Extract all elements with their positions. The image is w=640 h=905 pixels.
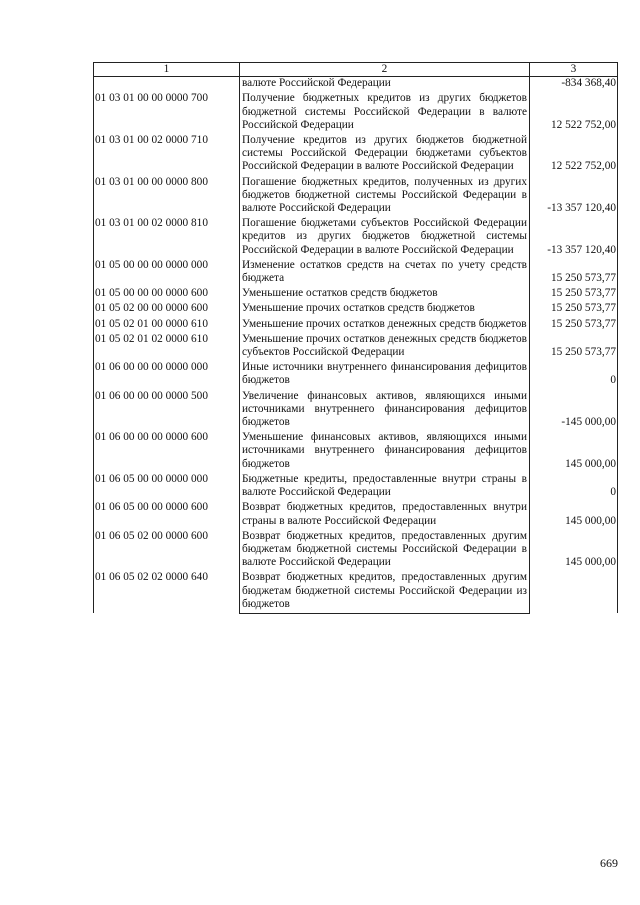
amount-cell: 145 000,00 [530, 530, 618, 572]
amount-cell: 15 250 573,77 [530, 318, 618, 333]
source-name-cell: Погашение бюджетных кредитов, полученных из других бюджетов бюджетной системы Российской Федерации в валюте Российской Федерации [240, 176, 530, 218]
budget-code-cell: 01 06 00 00 00 0000 000 [94, 361, 240, 389]
amount-cell [530, 571, 618, 613]
amount-cell: 0 [530, 473, 618, 501]
source-name-cell: валюте Российской Федерации [240, 77, 530, 93]
table-row [94, 92, 618, 134]
source-name-cell: Увеличение финансовых активов, являющихся иными источниками внутреннего финансирования дефицитов бюджетов [240, 390, 530, 432]
table-row [94, 431, 618, 473]
table-row [94, 473, 618, 501]
budget-code-cell: 01 05 02 00 00 0000 600 [94, 302, 240, 317]
budget-code-cell: 01 06 00 00 00 0000 600 [94, 431, 240, 473]
table-row [94, 134, 618, 176]
budget-table-container [93, 62, 617, 614]
budget-code-cell [94, 77, 240, 93]
amount-cell: 15 250 573,77 [530, 287, 618, 302]
budget-sources-table [93, 62, 618, 614]
budget-code-cell: 01 06 05 00 00 0000 000 [94, 473, 240, 501]
header-col-2: 2 [240, 63, 530, 77]
budget-code-cell: 01 03 01 00 00 0000 700 [94, 92, 240, 134]
amount-cell: 15 250 573,77 [530, 259, 618, 287]
table-row [94, 176, 618, 218]
table-row [94, 501, 618, 529]
table-row [94, 361, 618, 389]
budget-code-cell: 01 06 05 02 02 0000 640 [94, 571, 240, 613]
budget-code-cell: 01 03 01 00 02 0000 810 [94, 217, 240, 259]
table-header-row [94, 63, 618, 77]
table-row [94, 530, 618, 572]
source-name-cell: Иные источники внутреннего финансирования дефицитов бюджетов [240, 361, 530, 389]
budget-code-cell: 01 06 00 00 00 0000 500 [94, 390, 240, 432]
budget-code-cell: 01 05 02 01 00 0000 610 [94, 318, 240, 333]
table-row [94, 333, 618, 361]
amount-cell: -13 357 120,40 [530, 176, 618, 218]
budget-code-cell: 01 05 00 00 00 0000 600 [94, 287, 240, 302]
amount-cell: 12 522 752,00 [530, 92, 618, 134]
source-name-cell: Уменьшение прочих остатков денежных средств бюджетов [240, 318, 530, 333]
amount-cell: -834 368,40 [530, 77, 618, 93]
source-name-cell: Возврат бюджетных кредитов, предоставленных внутри страны в валюте Российской Федерации [240, 501, 530, 529]
source-name-cell: Уменьшение прочих остатков средств бюджетов [240, 302, 530, 317]
budget-code-cell: 01 05 00 00 00 0000 000 [94, 259, 240, 287]
table-row [94, 302, 618, 317]
budget-code-cell: 01 05 02 01 02 0000 610 [94, 333, 240, 361]
source-name-cell: Уменьшение остатков средств бюджетов [240, 287, 530, 302]
source-name-cell: Получение бюджетных кредитов из других бюджетов бюджетной системы Российской Федерации в валюте Российской Федерации [240, 92, 530, 134]
amount-cell: 15 250 573,77 [530, 302, 618, 317]
source-name-cell: Возврат бюджетных кредитов, предоставленных другим бюджетам бюджетной системы Российской Федерации из бюджетов [240, 571, 530, 613]
source-name-cell: Погашение бюджетами субъектов Российской Федерации кредитов из других бюджетов бюджетной системы Российской Федерации в валюте Российской Федерации [240, 217, 530, 259]
source-name-cell: Уменьшение прочих остатков денежных средств бюджетов субъектов Российской Федерации [240, 333, 530, 361]
amount-cell: 0 [530, 361, 618, 389]
budget-code-cell: 01 06 05 02 00 0000 600 [94, 530, 240, 572]
amount-cell: 15 250 573,77 [530, 333, 618, 361]
table-row [94, 259, 618, 287]
source-name-cell: Изменение остатков средств на счетах по учету средств бюджета [240, 259, 530, 287]
budget-code-cell: 01 03 01 00 02 0000 710 [94, 134, 240, 176]
table-row [94, 318, 618, 333]
amount-cell: -13 357 120,40 [530, 217, 618, 259]
table-row [94, 217, 618, 259]
amount-cell: -145 000,00 [530, 390, 618, 432]
source-name-cell: Уменьшение финансовых активов, являющихся иными источниками внутреннего финансирования дефицитов бюджетов [240, 431, 530, 473]
table-row [94, 571, 618, 613]
amount-cell: 145 000,00 [530, 501, 618, 529]
page-number: 669 [600, 856, 618, 870]
amount-cell: 145 000,00 [530, 431, 618, 473]
table-body [94, 77, 618, 614]
table-row [94, 77, 618, 93]
table-row [94, 287, 618, 302]
header-col-3: 3 [530, 63, 618, 77]
table-row [94, 390, 618, 432]
amount-cell: 12 522 752,00 [530, 134, 618, 176]
budget-code-cell: 01 06 05 00 00 0000 600 [94, 501, 240, 529]
source-name-cell: Бюджетные кредиты, предоставленные внутри страны в валюте Российской Федерации [240, 473, 530, 501]
source-name-cell: Получение кредитов из других бюджетов бюджетной системы Российской Федерации бюджетами субъектов Российской Федерации в валюте Российской Федерации [240, 134, 530, 176]
budget-code-cell: 01 03 01 00 00 0000 800 [94, 176, 240, 218]
header-col-1: 1 [94, 63, 240, 77]
source-name-cell: Возврат бюджетных кредитов, предоставленных другим бюджетам бюджетной системы Российской Федерации в валюте Российской Федерации [240, 530, 530, 572]
